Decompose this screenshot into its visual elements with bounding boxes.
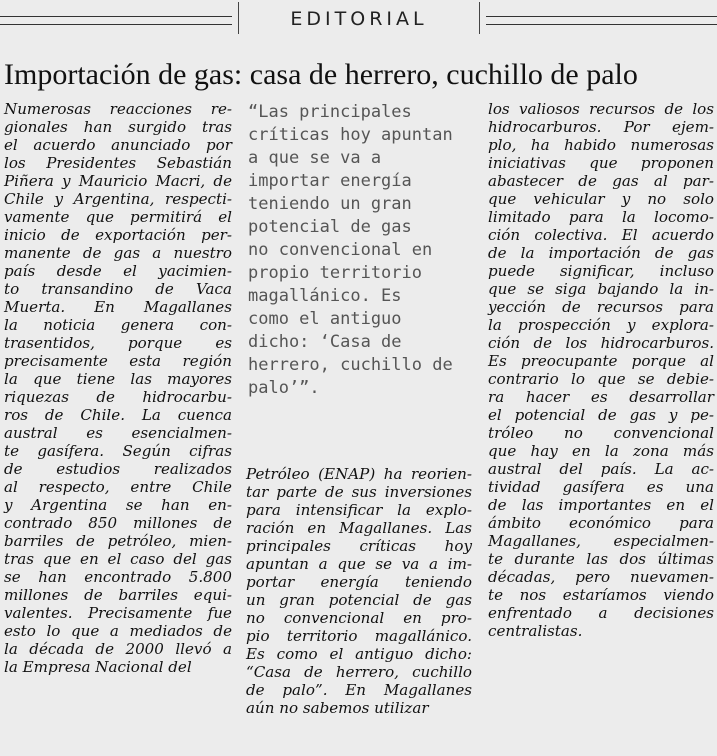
pull-quote-line: magallánico. Es xyxy=(248,286,402,306)
pull-quote-line: “Las principales xyxy=(248,102,412,122)
pull-quote-line: herrero, cuchillo de xyxy=(248,355,453,375)
column-text-line: pio territorio magallánico. xyxy=(246,627,472,645)
column-text-line: millones de barriles equi- xyxy=(4,586,232,604)
column-text-line: abastecer de gas al par- xyxy=(488,172,714,190)
column-text-line: barriles de petróleo, mien- xyxy=(4,532,232,550)
column-text-line: que hay en la zona más xyxy=(488,442,714,460)
column-text-line: de la importación de gas xyxy=(488,244,714,262)
column-text-line: un gran potencial de gas xyxy=(246,591,472,609)
pull-quote-line: críticas hoy apuntan xyxy=(248,125,453,145)
section-header xyxy=(0,0,717,40)
column-text-line: ración en Magallanes. Las xyxy=(246,519,472,537)
column-text-line: valentes. Precisamente fue xyxy=(4,604,232,622)
pull-quote-line: potencial de gas xyxy=(248,217,412,237)
pull-quote-line: a que se va a xyxy=(248,148,382,168)
pull-quote-line: como el antiguo xyxy=(248,309,402,329)
column-text-line: Es preocupante porque al xyxy=(488,352,714,370)
section-label: EDITORIAL xyxy=(290,8,428,30)
column-text-line: puede significar, incluso xyxy=(488,262,714,280)
pull-quote-line: no convencional en xyxy=(248,240,433,260)
column-text-line: tar parte de sus inversiones xyxy=(246,483,472,501)
pull-quote-line: propio territorio xyxy=(248,263,422,283)
column-text-line: plo, ha habido numerosas xyxy=(488,136,714,154)
column-text-line: te gasífera. Según cifras xyxy=(4,442,232,460)
header-rule-right xyxy=(486,16,717,25)
column-text-line: hidrocarburos. Por ejem- xyxy=(488,118,714,136)
headline: Importación de gas: casa de herrero, cuchillo de palo xyxy=(4,58,638,91)
pull-quote-line: importar energía xyxy=(248,171,412,191)
pull-quote xyxy=(248,101,472,400)
column-text-line: austral del país. La ac- xyxy=(488,460,714,478)
column-text-line: la década de 2000 llevó a xyxy=(4,640,232,658)
pull-quote-line: palo’”. xyxy=(248,378,320,398)
column-text-line: la prospección y explora- xyxy=(488,316,714,334)
column-text-line: no convencional en pro- xyxy=(246,609,472,627)
body-column-3 xyxy=(488,100,714,640)
pull-quote-line: teniendo un gran xyxy=(248,194,412,214)
column-text-line: los Presidentes Sebastián xyxy=(4,154,232,172)
column-text-line: vamente que permitirá el xyxy=(4,208,232,226)
column-text-line: principales críticas hoy xyxy=(246,537,472,555)
column-text-line: la noticia genera con- xyxy=(4,316,232,334)
column-text-line: los valiosos recursos de los xyxy=(488,100,714,118)
column-text-line: te nos estaríamos viendo xyxy=(488,586,714,604)
column-text-line: de palo”. En Magallanes xyxy=(246,681,472,699)
column-text-line: te durante las dos últimas xyxy=(488,550,714,568)
column-text-line: la Empresa Nacional del xyxy=(4,658,192,676)
column-text-line: limitado para la locomo- xyxy=(488,208,714,226)
column-text-line: aún no sabemos utilizar xyxy=(246,699,429,717)
column-text-line: tras que en el caso del gas xyxy=(4,550,232,568)
column-text-line: riquezas de hidrocarbu- xyxy=(4,388,232,406)
section-label-box xyxy=(238,2,480,34)
column-text-line: precisamente esta región xyxy=(4,352,232,370)
column-text-line: país desde el yacimien- xyxy=(4,262,232,280)
column-text-line: se han encontrado 5.800 xyxy=(4,568,232,586)
column-text-line: el potencial de gas y pe- xyxy=(488,406,714,424)
column-text-line: apuntan a que se va a im- xyxy=(246,555,472,573)
column-text-line: centralistas. xyxy=(488,622,583,640)
column-text-line: trasentidos, porque es xyxy=(4,334,232,352)
column-text-line: Es como el antiguo dicho: xyxy=(246,645,472,663)
column-text-line: manente de gas a nuestro xyxy=(4,244,232,262)
body-column-1 xyxy=(4,100,232,676)
column-text-line: inicio de exportación per- xyxy=(4,226,232,244)
column-text-line: el acuerdo anunciado por xyxy=(4,136,232,154)
column-text-line: Numerosas reacciones re- xyxy=(4,100,232,118)
column-text-line: ámbito económico para xyxy=(488,514,714,532)
column-text-line: que vehicular y no solo xyxy=(488,190,714,208)
column-text-line: austral es esencialmen- xyxy=(4,424,232,442)
column-text-line: al respecto, entre Chile xyxy=(4,478,232,496)
column-text-line: tróleo no convencional xyxy=(488,424,714,442)
column-text-line: to transandino de Vaca xyxy=(4,280,232,298)
column-text-line: ción de los hidrocarburos. xyxy=(488,334,714,352)
column-text-line: Petróleo (ENAP) ha reorien- xyxy=(246,465,472,483)
pull-quote-line: dicho: ‘Casa de xyxy=(248,332,402,352)
column-text-line: Piñera y Mauricio Macri, de xyxy=(4,172,232,190)
column-text-line: para intensificar la explo- xyxy=(246,501,472,519)
column-text-line: “Casa de herrero, cuchillo xyxy=(246,663,472,681)
column-text-line: de las importantes en el xyxy=(488,496,714,514)
column-text-line: ros de Chile. La cuenca xyxy=(4,406,232,424)
column-text-line: ción colectiva. El acuerdo xyxy=(488,226,714,244)
column-text-line: décadas, pero nuevamen- xyxy=(488,568,714,586)
column-text-line: contrado 850 millones de xyxy=(4,514,232,532)
column-text-line: de estudios realizados xyxy=(4,460,232,478)
column-text-line: Chile y Argentina, respecti- xyxy=(4,190,232,208)
column-text-line: que se siga bajando la in- xyxy=(488,280,714,298)
column-text-line: gionales han surgido tras xyxy=(4,118,232,136)
column-text-line: y Argentina se han en- xyxy=(4,496,232,514)
column-text-line: ra hacer es desarrollar xyxy=(488,388,714,406)
column-text-line: enfrentado a decisiones xyxy=(488,604,714,622)
column-text-line: portar energía teniendo xyxy=(246,573,472,591)
column-text-line: contrario lo que se debie- xyxy=(488,370,714,388)
column-text-line: iniciativas que proponen xyxy=(488,154,714,172)
header-rule-left xyxy=(0,16,232,25)
column-text-line: esto lo que a mediados de xyxy=(4,622,232,640)
body-column-2 xyxy=(246,465,472,717)
column-text-line: tividad gasífera es una xyxy=(488,478,714,496)
column-text-line: Muerta. En Magallanes xyxy=(4,298,232,316)
column-text-line: yección de recursos para xyxy=(488,298,714,316)
column-text-line: Magallanes, especialmen- xyxy=(488,532,714,550)
column-text-line: la que tiene las mayores xyxy=(4,370,232,388)
